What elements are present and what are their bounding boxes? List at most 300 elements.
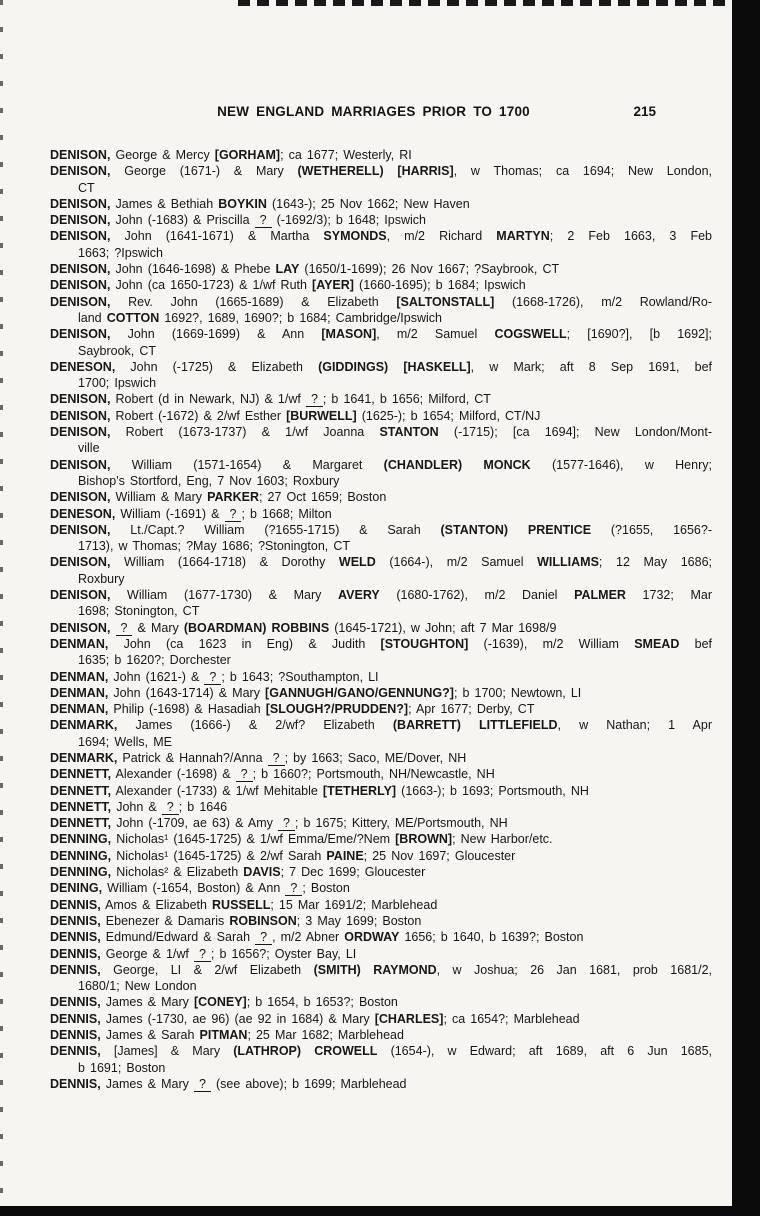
entry-line [50, 603, 712, 619]
entry-line [50, 946, 712, 962]
entries-list [50, 147, 712, 1092]
entry-text: James & Mary [100, 1076, 194, 1091]
entry-text: Lt./Capt.? William (?1655-1715) & Sarah [110, 522, 441, 537]
entry-text: 1732; Mar [625, 588, 712, 603]
unknown-name-placeholder: ? [255, 213, 272, 228]
marriage-entry [50, 212, 712, 228]
entry-line [50, 799, 712, 815]
entry-text: ; 7 Dec 1699; Gloucester [280, 865, 426, 880]
entry-line [50, 408, 712, 424]
entry-text: William (1664-1718) & Dorothy [110, 555, 339, 570]
entry-text: (-1715); [ca 1694]; New London/Mont- [438, 425, 712, 440]
entry-text: & Mary [132, 620, 184, 635]
surname-bold-text: DENISON, [50, 555, 111, 570]
entry-line [50, 326, 712, 342]
surname-bold-text: DENNETT, [50, 783, 112, 798]
marriage-entry [50, 489, 712, 505]
marriage-entry [50, 277, 712, 293]
entry-text: ; b 1641, b 1656; Milford, CT [322, 392, 491, 407]
unknown-name-placeholder: ? [268, 751, 285, 766]
marriage-entry [50, 669, 712, 685]
surname-bold-text: DENESON, [50, 506, 116, 521]
entry-text: 1680/1; New London [78, 979, 197, 994]
entry-line [50, 994, 712, 1010]
surname-bold-text: PARKER [207, 490, 259, 505]
entry-line [50, 685, 712, 701]
surname-bold-text: DENMAN, [50, 685, 109, 700]
entry-line [50, 978, 712, 994]
marriage-entry [50, 636, 712, 669]
marriage-entry [50, 913, 712, 929]
entry-text: William (-1691) & [115, 506, 225, 521]
entry-text: (1663-); b 1693; Portsmouth, NH [396, 783, 589, 798]
surname-bold-text: DENNIS, [50, 962, 101, 977]
surname-bold-text: DENMARK, [50, 750, 118, 765]
surname-bold-text: [GANNUGH/GANO/GENNUNG?] [265, 685, 454, 700]
entry-text: George & Mercy [110, 148, 215, 162]
entry-line [50, 261, 712, 277]
surname-bold-text: ORDWAY [344, 930, 400, 945]
surname-bold-text: DENNIS, [50, 897, 101, 912]
entry-text: 1700; Ipswich [78, 376, 157, 391]
entry-text: [James] & Mary [100, 1044, 234, 1059]
marriage-entry [50, 766, 712, 782]
entry-text: 1663; ?Ipswich [78, 245, 163, 260]
entry-text: (-1639), m/2 William [468, 636, 635, 651]
entry-text: ; 3 May 1699; Boston [296, 913, 422, 928]
entry-line [50, 457, 712, 473]
entry-line [50, 652, 712, 668]
entry-text: John & [111, 799, 162, 814]
entry-text: James & Bethiah [110, 196, 219, 211]
entry-line [50, 554, 712, 570]
entry-line [50, 473, 712, 489]
entry-text: Rev. John (1665-1689) & Elizabeth [110, 294, 397, 309]
entry-text: James & Mary [100, 995, 194, 1010]
surname-bold-text: DENNIS, [50, 1011, 101, 1026]
entry-line [50, 424, 712, 440]
marriage-entry [50, 326, 712, 359]
entry-text: George & 1/wf [100, 946, 194, 961]
entry-text: ; by 1663; Saco, ME/Dover, NH [284, 750, 467, 765]
surname-bold-text: [CHARLES] [374, 1011, 444, 1026]
entry-text: Nicholas² & Elizabeth [111, 865, 244, 880]
entry-line [50, 212, 712, 228]
page-header [50, 104, 712, 124]
entry-text: ; [1690?], [b 1692]; [566, 327, 712, 342]
surname-bold-text: WELD [338, 555, 376, 570]
entry-text: ; 2 Feb 1663, 3 Feb [549, 229, 712, 244]
marriage-entry [50, 228, 712, 261]
entry-text: ville [78, 441, 100, 456]
entry-text: John (-1709, ae 63) & Amy [111, 816, 278, 831]
entry-text: John (1643-1714) & Mary [108, 685, 266, 700]
surname-bold-text: DENISON, [50, 392, 111, 407]
entry-text: ; ca 1677; Westerly, RI [280, 148, 412, 162]
surname-bold-text: COGSWELL [494, 327, 567, 342]
entry-line [50, 180, 712, 196]
surname-bold-text: [BURWELL] [286, 408, 357, 423]
unknown-name-placeholder: ? [194, 1077, 211, 1092]
unknown-name-placeholder: ? [116, 621, 133, 636]
surname-bold-text: (BOARDMAN) ROBBINS [183, 620, 330, 635]
marriage-entry [50, 880, 712, 896]
unknown-name-placeholder: ? [306, 392, 323, 407]
entry-text: John (-1683) & Priscilla [110, 213, 255, 228]
marriage-entry [50, 848, 712, 864]
surname-bold-text: DENISON, [50, 408, 111, 423]
marriage-entry [50, 815, 712, 831]
entry-text: John (1669-1699) & Ann [110, 327, 322, 342]
surname-bold-text: DENISON, [50, 262, 111, 277]
page-number: 215 [633, 104, 656, 119]
entry-text: John (ca 1623 in Eng) & Judith [108, 636, 381, 651]
marriage-entry [50, 783, 712, 799]
marriage-entry [50, 799, 712, 815]
marriage-entry [50, 506, 712, 522]
surname-bold-text: DENISON, [50, 588, 111, 603]
surname-bold-text: DENMARK, [50, 718, 118, 733]
entry-line [50, 522, 712, 538]
entry-text: Robert (-1672) & 2/wf Esther [110, 408, 287, 423]
marriage-entry [50, 864, 712, 880]
entry-line [50, 669, 712, 685]
entry-text: John (1641-1671) & Martha [110, 229, 324, 244]
entry-text: Saybrook, CT [78, 343, 157, 358]
surname-bold-text: (STANTON) PRENTICE [440, 522, 592, 537]
surname-bold-text: DENNETT, [50, 767, 112, 782]
surname-bold-text: DENNIS, [50, 1044, 101, 1059]
entry-text: (see above); b 1699; Marblehead [210, 1076, 407, 1091]
surname-bold-text: DENNETT, [50, 799, 112, 814]
surname-bold-text: PALMER [574, 588, 626, 603]
unknown-name-placeholder: ? [285, 881, 302, 896]
entry-line [50, 1011, 712, 1027]
surname-bold-text: DENISON, [50, 164, 111, 179]
entry-text: (1577-1646), w Henry; [530, 457, 712, 472]
entry-line [50, 766, 712, 782]
surname-bold-text: DENMAN, [50, 669, 109, 684]
entry-text: , m/2 Samuel [376, 327, 495, 342]
entry-line [50, 391, 712, 407]
entry-text: William (-1654, Boston) & Ann [102, 881, 286, 896]
entry-text: ; b 1656?; Oyster Bay, LI [210, 946, 357, 961]
unknown-name-placeholder: ? [255, 930, 272, 945]
marriage-entry [50, 554, 712, 587]
entry-line [50, 929, 712, 945]
entry-text: 1713), w Thomas; ?May 1686; ?Stonington, CT [78, 539, 351, 554]
marriage-entry [50, 946, 712, 962]
surname-bold-text: DENISON, [50, 620, 111, 635]
entry-line [50, 897, 712, 913]
surname-bold-text: [SALTONSTALL] [396, 294, 495, 309]
entry-line [50, 571, 712, 587]
marriage-entry [50, 831, 712, 847]
entry-line [50, 1076, 712, 1092]
surname-bold-text: WILLIAMS [537, 555, 599, 570]
surname-bold-text: [TETHERLY] [322, 783, 397, 798]
entry-text: Alexander (-1733) & 1/wf Mehitable [111, 783, 323, 798]
entry-text: (-1692/3); b 1648; Ipswich [271, 213, 426, 228]
entry-text: ; 25 Mar 1682; Marblehead [247, 1028, 404, 1043]
marriage-entry [50, 294, 712, 327]
entry-line [50, 848, 712, 864]
entry-text: b 1691; Boston [78, 1060, 166, 1075]
entry-line [50, 245, 712, 261]
marriage-entry [50, 1076, 712, 1092]
marriage-entry [50, 359, 712, 392]
marriage-entry [50, 147, 712, 163]
surname-bold-text: DENNIS, [50, 913, 101, 928]
surname-bold-text: MARTYN [496, 229, 550, 244]
entry-line [50, 1043, 712, 1059]
entry-text: , w Thomas; ca 1694; New London, [453, 164, 712, 179]
marriage-entry [50, 701, 712, 717]
surname-bold-text: (LATHROP) CROWELL [233, 1044, 378, 1059]
surname-bold-text: [GORHAM] [214, 148, 281, 162]
entry-text: , m/2 Abner [272, 930, 345, 945]
surname-bold-text: DENNING, [50, 848, 112, 863]
surname-bold-text: DENNIS, [50, 995, 101, 1010]
entry-line [50, 147, 712, 163]
surname-bold-text: DENNING, [50, 832, 112, 847]
entry-text: Nicholas¹ (1645-1725) & 1/wf Emma/Eme/?Nem [111, 832, 396, 847]
surname-bold-text: DENISON, [50, 522, 111, 537]
scan-edge-top-dashes [238, 0, 732, 6]
entry-text: , w Mark; aft 8 Sep 1691, bef [470, 359, 712, 374]
entry-text: John (1646-1698) & Phebe [110, 262, 276, 277]
unknown-name-placeholder: ? [194, 947, 211, 962]
entry-text: ; b 1668; Milton [241, 506, 332, 521]
entry-text: ; b 1643; ?Southampton, LI [221, 669, 379, 684]
surname-bold-text: STANTON [379, 425, 439, 440]
entry-line [50, 489, 712, 505]
entry-line [50, 783, 712, 799]
surname-bold-text: DENISON, [50, 148, 111, 162]
entry-text: bef [679, 636, 713, 651]
entry-text: James & Sarah [100, 1028, 200, 1043]
marriage-entry [50, 196, 712, 212]
surname-bold-text: (CHANDLER) MONCK [383, 457, 531, 472]
surname-bold-text: DENISON, [50, 213, 111, 228]
marriage-entry [50, 994, 712, 1010]
surname-bold-text: DENISON, [50, 278, 111, 293]
marriage-entry [50, 929, 712, 945]
entry-text: William (1571-1654) & Margaret [110, 457, 384, 472]
surname-bold-text: [BROWN] [395, 832, 453, 847]
entry-text: John (1621-) & [108, 669, 205, 684]
entry-text: Roxbury [78, 571, 125, 586]
marriage-entry [50, 962, 712, 995]
entry-text: 1635; b 1620?; Dorchester [78, 653, 231, 668]
surname-bold-text: DENISON, [50, 490, 111, 505]
entry-text: Patrick & Hannah?/Anna [117, 750, 268, 765]
surname-bold-text: DENESON, [50, 359, 116, 374]
entry-line [50, 831, 712, 847]
entry-line [50, 750, 712, 766]
entry-text: Bishop's Stortford, Eng, 7 Nov 1603; Roxbury [78, 473, 340, 488]
entry-text: ; 12 May 1686; [598, 555, 712, 570]
unknown-name-placeholder: ? [204, 670, 221, 685]
entry-line [50, 962, 712, 978]
entry-text: ; ca 1654?; Marblehead [443, 1011, 580, 1026]
surname-bold-text: DENISON, [50, 229, 111, 244]
marriage-entry [50, 717, 712, 750]
surname-bold-text: DENNING, [50, 865, 112, 880]
entry-line [50, 196, 712, 212]
surname-bold-text: DENNIS, [50, 1076, 101, 1091]
marriage-entry [50, 1043, 712, 1076]
marriage-entry [50, 163, 712, 196]
entry-text: (1625-); b 1654; Milford, CT/NJ [356, 408, 541, 423]
surname-bold-text: DENNIS, [50, 946, 101, 961]
marriage-entry [50, 1027, 712, 1043]
entry-text: ; b 1700; Newtown, LI [453, 685, 582, 700]
entry-text: 1656; b 1640, b 1639?; Boston [399, 930, 584, 945]
entry-text: (1654-), w Edward; aft 1689, aft 6 Jun 1685, [377, 1044, 712, 1059]
entry-text: James (-1730, ae 96) (ae 92 in 1684) & Mary [100, 1011, 375, 1026]
surname-bold-text: RUSSELL [212, 897, 271, 912]
entry-line [50, 277, 712, 293]
entry-line [50, 310, 712, 326]
surname-bold-text: (GIDDINGS) [HASKELL] [318, 359, 471, 374]
marriage-entry [50, 522, 712, 555]
entry-text: ; 15 Mar 1691/2; Marblehead [270, 897, 438, 912]
entry-line [50, 717, 712, 733]
entry-text: , w Joshua; 26 Jan 1681, prob 1681/2, [436, 962, 712, 977]
surname-bold-text: [AYER] [312, 278, 354, 293]
entry-line [50, 587, 712, 603]
entry-line [50, 734, 712, 750]
entry-line [50, 506, 712, 522]
entry-line [50, 913, 712, 929]
entry-text: William & Mary [110, 490, 208, 505]
entry-text: ; 27 Oct 1659; Boston [258, 490, 387, 505]
entry-text: (1668-1726), m/2 Rowland/Ro- [494, 294, 712, 309]
surname-bold-text: [STOUGHTON] [380, 636, 469, 651]
surname-bold-text: DENNIS, [50, 930, 101, 945]
entry-text: Robert (d in Newark, NJ) & 1/wf [110, 392, 306, 407]
marriage-entry [50, 750, 712, 766]
marriage-entry [50, 620, 712, 636]
unknown-name-placeholder: ? [225, 507, 242, 522]
surname-bold-text: [MASON] [321, 327, 377, 342]
entry-line [50, 636, 712, 652]
entry-text: Ebenezer & Damaris [100, 913, 230, 928]
surname-bold-text: PITMAN [199, 1028, 248, 1043]
scan-edge-right [732, 0, 760, 1216]
marriage-entry [50, 685, 712, 701]
entry-text [110, 621, 115, 635]
surname-bold-text: LAY [275, 262, 300, 277]
marriage-entry [50, 457, 712, 490]
entry-text: , w Nathan; 1 Apr [557, 718, 713, 733]
entry-text: (?1655, 1656?- [591, 522, 713, 537]
surname-bold-text: COTTON [106, 310, 160, 325]
entry-text: 1692?, 1689, 1690?; b 1684; Cambridge/Ipswich [159, 310, 442, 325]
entry-text: (1650/1-1699); 26 Nov 1667; ?Saybrook, CT [299, 262, 560, 277]
entry-text: (1645-1721), w John; aft 7 Mar 1698/9 [329, 620, 557, 635]
entry-text: ; b 1646 [178, 799, 228, 814]
entry-line [50, 701, 712, 717]
surname-bold-text: DENMAN, [50, 636, 109, 651]
entry-text: CT [78, 180, 95, 195]
surname-bold-text: [CONEY] [193, 995, 247, 1010]
surname-bold-text: PAINE [326, 848, 364, 863]
entry-line [50, 538, 712, 554]
entry-text: ; Apr 1677; Derby, CT [408, 702, 535, 717]
entry-text: Amos & Elizabeth [100, 897, 213, 912]
marriage-entry [50, 424, 712, 457]
entry-text: ; Boston [302, 881, 350, 896]
entry-text: Alexander (-1698) & [111, 767, 236, 782]
entry-text: Edmund/Edward & Sarah [100, 930, 256, 945]
entry-text: John (-1725) & Elizabeth [115, 359, 319, 374]
surname-bold-text: (BARRETT) LITTLEFIELD [392, 718, 558, 733]
entry-text: ; New Harbor/etc. [452, 832, 553, 847]
entry-text: ; 25 Nov 1697; Gloucester [363, 848, 516, 863]
entry-text: land [78, 310, 107, 325]
entry-line [50, 294, 712, 310]
marriage-entry [50, 391, 712, 407]
surname-bold-text: DENISON, [50, 425, 111, 440]
entry-line [50, 228, 712, 244]
entry-text: ; b 1660?; Portsmouth, NH/Newcastle, NH [252, 767, 495, 782]
surname-bold-text: DENISON, [50, 294, 111, 309]
entry-text: 1698; Stonington, CT [78, 604, 200, 619]
surname-bold-text: DENMAN, [50, 702, 109, 717]
surname-bold-text: AVERY [338, 588, 380, 603]
entry-text: James (1666-) & 2/wf? Elizabeth [117, 718, 393, 733]
entry-line [50, 343, 712, 359]
entry-line [50, 1027, 712, 1043]
unknown-name-placeholder: ? [162, 800, 179, 815]
entry-text: , m/2 Richard [386, 229, 497, 244]
surname-bold-text: DENISON, [50, 457, 111, 472]
marriage-entry [50, 587, 712, 620]
surname-bold-text: DENNIS, [50, 1028, 101, 1043]
surname-bold-text: [SLOUGH?/PRUDDEN?] [265, 702, 409, 717]
entry-line [50, 620, 712, 636]
scan-edge-bottom [0, 1206, 760, 1216]
entry-text: ; b 1675; Kittery, ME/Portsmouth, NH [294, 816, 508, 831]
entry-line [50, 375, 712, 391]
entry-text: ; b 1654, b 1653?; Boston [246, 995, 398, 1010]
entry-line [50, 815, 712, 831]
entry-text: George (1671-) & Mary [110, 164, 298, 179]
entry-text: Nicholas¹ (1645-1725) & 2/wf Sarah [111, 848, 327, 863]
unknown-name-placeholder: ? [236, 767, 253, 782]
entry-text: Robert (1673-1737) & 1/wf Joanna [110, 425, 380, 440]
page-title: NEW ENGLAND MARRIAGES PRIOR TO 1700 [217, 104, 530, 119]
unknown-name-placeholder: ? [278, 816, 295, 831]
entry-line [50, 359, 712, 375]
surname-bold-text: DAVIS [243, 865, 281, 880]
entry-text: John (ca 1650-1723) & 1/wf Ruth [110, 278, 313, 293]
entry-text: (1680-1762), m/2 Daniel [379, 588, 575, 603]
surname-bold-text: (SMITH) RAYMOND [313, 962, 437, 977]
surname-bold-text: ROBINSON [229, 913, 297, 928]
entry-line [50, 440, 712, 456]
entry-text: (1664-), m/2 Samuel [375, 555, 538, 570]
entry-text: George, LI & 2/wf Elizabeth [100, 962, 314, 977]
entry-line [50, 864, 712, 880]
entry-text: Philip (-1698) & Hasadiah [108, 702, 266, 717]
entry-text: 1694; Wells, ME [78, 734, 172, 749]
surname-bold-text: DENISON, [50, 196, 111, 211]
surname-bold-text: DENING, [50, 881, 103, 896]
surname-bold-text: SMEAD [634, 636, 680, 651]
